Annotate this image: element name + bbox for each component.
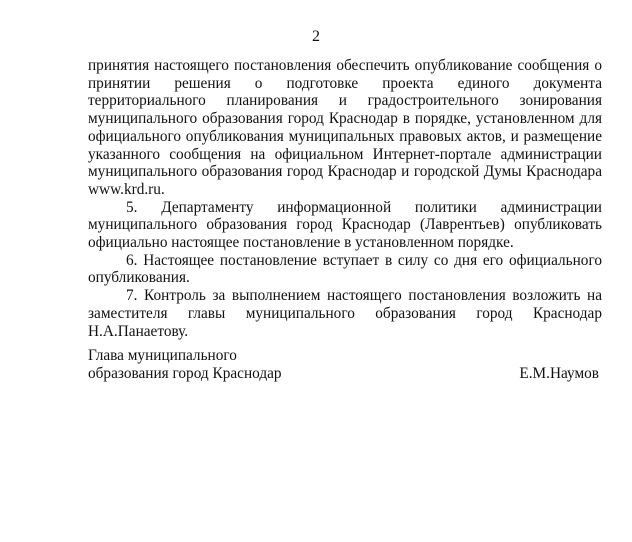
page-number: 2 xyxy=(312,28,320,45)
signature-row xyxy=(88,365,602,383)
paragraph-item-5: 5. Департаменту информационной политики администрации муниципального образования город Краснодар (Лаврентьев) опубликовать официально настоящее постановление в установленном порядке. xyxy=(88,198,602,252)
paragraph-continuation: принятия настоящего постановления обеспечить опубликование сообщения о принятии решения о подготовке проекта единого документа территориального планирования и градостроительного зонирования муниципального образования город Краснодар в порядке, установленном для официального опубликования муниципальных правовых актов, и размещение указанного сообщения на официальном Интернет-портале администрации муниципального образования город Краснодар и городской Думы Краснодара www.krd.ru. xyxy=(88,57,602,198)
signatory-title-line-2: образования город Краснодар xyxy=(88,365,282,382)
paragraph-item-7: 7. Контроль за выполнением настоящего постановления возложить на заместителя главы муниципального образования город Краснодар Н.А.Панаетову. xyxy=(88,287,602,340)
signature-block xyxy=(88,347,602,383)
signatory-name: Е.М.Наумов xyxy=(519,365,599,382)
paragraph-item-6: 6. Настоящее постановление вступает в силу со дня его официального опубликования. xyxy=(88,251,602,287)
document-body xyxy=(88,57,602,340)
signatory-title-line-1: Глава муниципального xyxy=(88,347,237,364)
